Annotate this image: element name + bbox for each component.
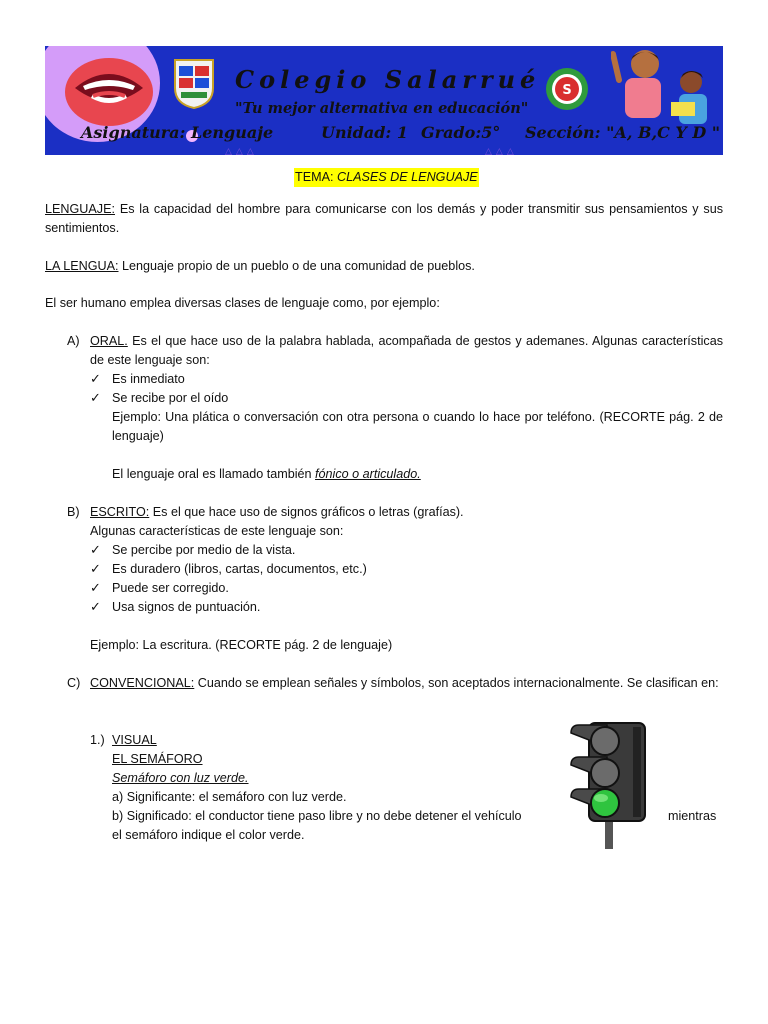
school-logo-icon xyxy=(542,66,592,112)
topic-label: TEMA: xyxy=(295,170,334,184)
header-banner xyxy=(45,46,723,155)
escrito-item: Se percibe por medio de la vista. xyxy=(112,543,296,557)
semaforo-significante: a) Significante: el semáforo con luz verde. xyxy=(112,790,347,804)
lenguaje-term: LENGUAJE: xyxy=(45,202,115,216)
chevron-decoration: △△△ xyxy=(485,146,518,155)
escrito-item: Usa signos de puntuación. xyxy=(112,600,261,614)
oral-item: Es inmediato xyxy=(112,372,185,386)
mouth-icon xyxy=(63,52,155,130)
oral-also-prefix: El lenguaje oral es llamado también xyxy=(112,467,312,481)
grade-label: Grado:5° xyxy=(421,123,501,142)
oral-item: Se recibe por el oído xyxy=(112,391,229,405)
kids-reading-icon xyxy=(611,46,723,126)
escrito-item: Puede ser corregido. xyxy=(112,581,229,595)
school-title: Colegio Salarrué xyxy=(235,65,541,94)
lengua-text: Lenguaje propio de un pueblo o de una comunidad de pueblos. xyxy=(122,259,475,273)
school-slogan: "Tu mejor alternativa en educación" xyxy=(235,100,529,117)
topic-value: CLASES DE LENGUAJE xyxy=(336,170,478,184)
unit-label: Unidad: 1 xyxy=(321,123,409,142)
oral-definition xyxy=(90,332,723,370)
oral-marker: A) xyxy=(67,334,80,348)
semaforo-caption: Semáforo con luz verde. xyxy=(112,771,249,785)
oral-example: Ejemplo: Una plática o conversación con otra persona o cuando lo hace por teléfono. (RECORTE pág. 2 de lenguaje) xyxy=(112,410,723,443)
lengua-term: LA LENGUA: xyxy=(45,259,119,273)
section-label: Sección: "A, B,C Y D " xyxy=(525,123,721,142)
visual-term: VISUAL xyxy=(112,733,157,747)
subject-label: Asignatura: Lenguaje xyxy=(81,123,274,142)
visual-marker: 1.) xyxy=(90,733,105,747)
convencional-text: Cuando se emplean señales y símbolos, son aceptados internacionalmente. Se clasifican en: xyxy=(197,676,719,690)
check-icon: ✓ xyxy=(90,371,101,386)
school-crest-icon xyxy=(171,54,217,110)
svg-text:S: S xyxy=(562,83,572,98)
check-icon: ✓ xyxy=(90,580,101,595)
semaforo-significado: b) Significado: el conductor tiene paso libre y no debe detener el vehículo xyxy=(112,809,522,823)
check-icon: ✓ xyxy=(90,599,101,614)
escrito-definition xyxy=(90,503,723,522)
semaforo-subtitle: EL SEMÁFORO xyxy=(112,752,203,766)
traffic-light-icon xyxy=(567,719,651,849)
escrito-example: Ejemplo: La escritura. (RECORTE pág. 2 de lenguaje) xyxy=(90,638,393,652)
check-icon: ✓ xyxy=(90,561,101,576)
oral-also-term: fónico o articulado. xyxy=(315,467,421,481)
topic-heading xyxy=(294,168,479,187)
convencional-term: CONVENCIONAL: xyxy=(90,676,195,690)
oral-term: ORAL. xyxy=(90,334,128,348)
semaforo-significado-cont: el semáforo indique el color verde. xyxy=(112,828,305,842)
escrito-marker: B) xyxy=(67,505,80,519)
lenguaje-text: Es la capacidad del hombre para comunicarse con los demás y poder transmitir sus pensamientos y sus sentimientos. xyxy=(45,202,723,235)
lenguaje-definition xyxy=(45,200,723,238)
oral-text: Es el que hace uso de la palabra hablada, acompañada de gestos y ademanes. Algunas características de este lenguaje son: xyxy=(90,334,724,367)
convencional-marker: C) xyxy=(67,676,81,690)
check-icon: ✓ xyxy=(90,390,101,405)
escrito-item: Es duradero (libros, cartas, documentos, etc.) xyxy=(112,562,367,576)
intro-text: El ser humano emplea diversas clases de lenguaje como, por ejemplo: xyxy=(45,296,440,310)
oral-also xyxy=(112,465,421,484)
convencional-definition xyxy=(90,674,723,693)
semaforo-significado-end: mientras xyxy=(668,809,717,823)
escrito-term: ESCRITO: xyxy=(90,505,150,519)
lengua-definition xyxy=(45,257,723,276)
chevron-decoration: △△△ xyxy=(225,146,258,155)
escrito-intro: Algunas características de este lenguaje son: xyxy=(90,524,344,538)
check-icon: ✓ xyxy=(90,542,101,557)
escrito-text: Es el que hace uso de signos gráficos o letras (grafías). xyxy=(152,505,464,519)
